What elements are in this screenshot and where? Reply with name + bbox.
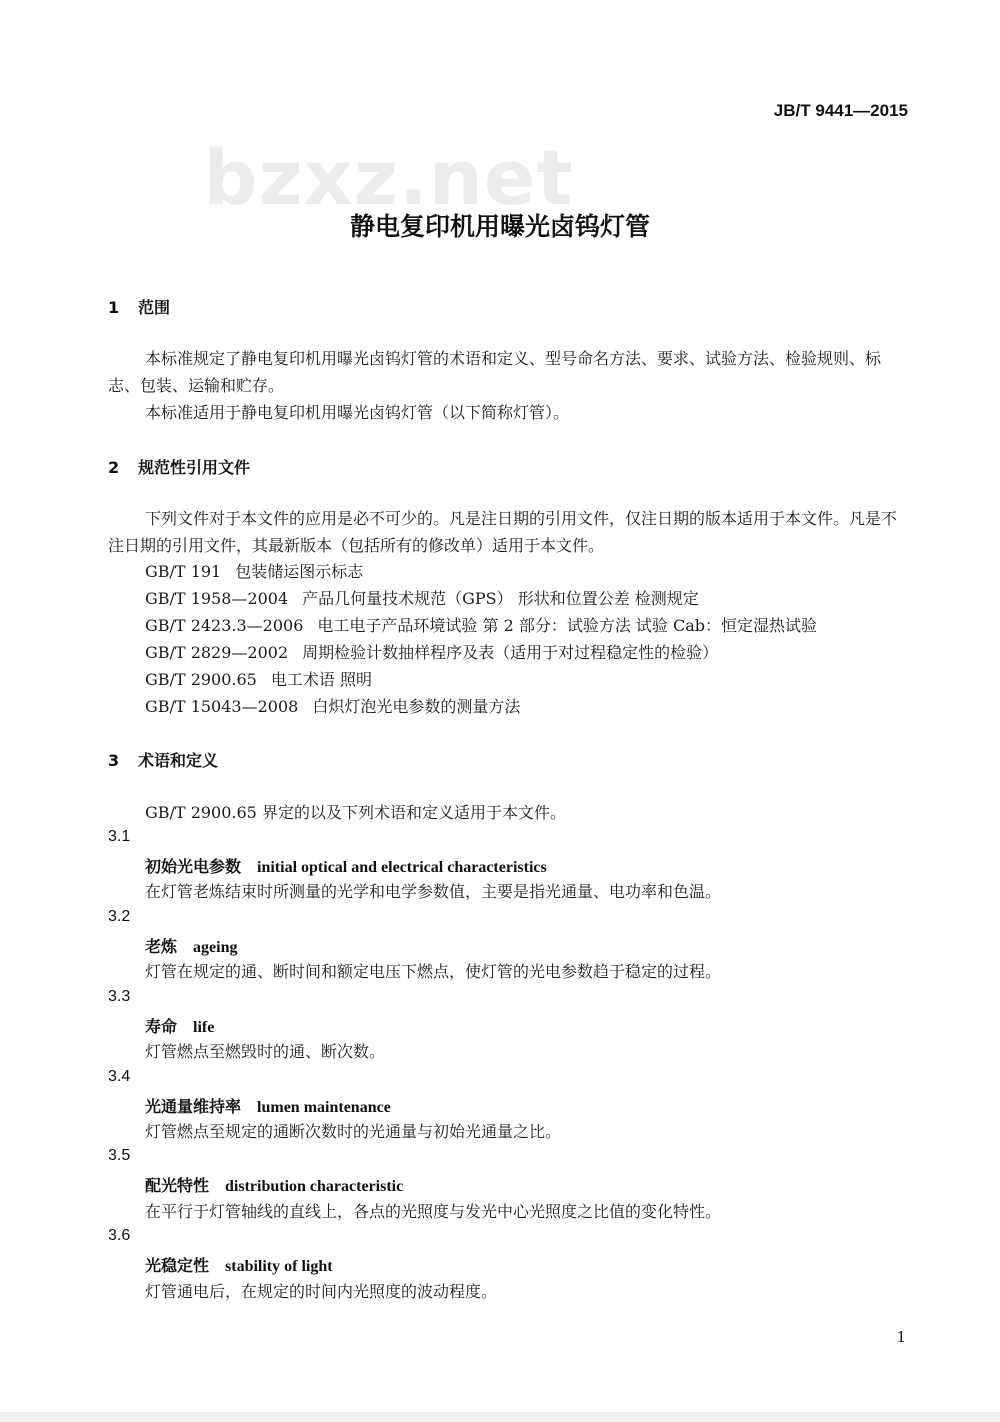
term-definition: 灯管在规定的通、断时间和额定电压下燃点，使灯管的光电参数趋于稳定的过程。 xyxy=(145,962,722,981)
term-definition: 在平行于灯管轴线的直线上，各点的光照度与发光中心光照度之比值的变化特性。 xyxy=(145,1202,722,1221)
term-heading xyxy=(145,854,547,877)
term-heading xyxy=(145,1253,333,1276)
term-heading xyxy=(145,1173,403,1196)
reference-code: GB/T 1958—2004 xyxy=(145,589,289,608)
section-heading-2 xyxy=(108,455,250,478)
document-title: 静电复印机用曝光卤钨灯管 xyxy=(349,212,650,241)
watermark: bzxz.net xyxy=(203,133,574,222)
term-en: lumen maintenance xyxy=(257,1099,391,1116)
clause-number: 3.4 xyxy=(108,1068,131,1085)
section-heading-1 xyxy=(108,295,170,318)
term-en: ageing xyxy=(193,939,238,956)
term-definition: 灯管燃点至燃毁时的通、断次数。 xyxy=(145,1042,386,1061)
term-zh: 配光特性 xyxy=(145,1176,210,1195)
clause-number: 3.1 xyxy=(108,828,131,845)
term-zh: 初始光电参数 xyxy=(145,857,242,876)
clause-number: 3.3 xyxy=(108,988,131,1005)
reference-title: 周期检验计数抽样程序及表（适用于对过程稳定性的检验） xyxy=(302,643,719,662)
reference-title: 电工电子产品环境试验 第 2 部分：试验方法 试验 Cab：恒定湿热试验 xyxy=(317,616,818,635)
reference-code: GB/T 15043—2008 xyxy=(145,697,299,716)
term-definition: 灯管通电后，在规定的时间内光照度的波动程度。 xyxy=(145,1282,498,1301)
reference-item xyxy=(145,639,718,666)
references-intro: 下列文件对于本文件的应用是必不可少的。凡是注日期的引用文件，仅注日期的版本适用于本文件。凡是不注日期的引用文件，其最新版本（包括所有的修改单）适用于本文件。 xyxy=(108,509,898,555)
reference-title: 白炽灯泡光电参数的测量方法 xyxy=(312,697,521,716)
reference-code: GB/T 2423.3—2006 xyxy=(145,616,304,635)
reference-title: 产品几何量技术规范（GPS） 形状和位置公差 检测规定 xyxy=(302,589,699,608)
section-number: 2 xyxy=(108,458,120,477)
reference-title: 包装储运图示标志 xyxy=(235,562,364,581)
reference-item xyxy=(145,612,817,639)
terms-intro: GB/T 2900.65 界定的以及下列术语和定义适用于本文件。 xyxy=(145,803,566,822)
clause-number: 3.6 xyxy=(108,1227,131,1244)
section-title: 范围 xyxy=(138,298,171,317)
term-zh: 老炼 xyxy=(145,937,178,956)
term-zh: 光通量维持率 xyxy=(145,1097,242,1116)
section-title: 术语和定义 xyxy=(138,751,219,770)
term-zh: 寿命 xyxy=(145,1017,178,1036)
term-zh: 光稳定性 xyxy=(145,1256,210,1275)
term-heading xyxy=(145,934,237,957)
section-number: 3 xyxy=(108,751,120,770)
term-definition: 灯管燃点至规定的通断次数时的光通量与初始光通量之比。 xyxy=(145,1122,562,1141)
term-heading xyxy=(145,1094,391,1117)
section-title: 规范性引用文件 xyxy=(138,458,251,477)
clause-number: 3.5 xyxy=(108,1147,131,1164)
reference-item xyxy=(145,585,699,612)
term-en: life xyxy=(193,1019,215,1036)
term-en: stability of light xyxy=(225,1258,333,1275)
page-bottom-edge xyxy=(0,1412,1000,1422)
term-heading xyxy=(145,1014,214,1037)
clause-number: 3.2 xyxy=(108,908,131,925)
reference-code: GB/T 2900.65 xyxy=(145,670,257,689)
reference-title: 电工术语 照明 xyxy=(270,670,372,689)
reference-code: GB/T 191 xyxy=(145,562,222,581)
standard-code: JB/T 9441—2015 xyxy=(773,101,908,120)
reference-code: GB/T 2829—2002 xyxy=(145,643,289,662)
scope-paragraph-2: 本标准适用于静电复印机用曝光卤钨灯管（以下简称灯管）。 xyxy=(145,403,570,422)
reference-item xyxy=(145,558,363,585)
term-en: distribution characteristic xyxy=(225,1178,404,1195)
page-number: 1 xyxy=(896,1328,906,1346)
term-definition: 在灯管老炼结束时所测量的光学和电学参数值，主要是指光通量、电功率和色温。 xyxy=(145,882,722,901)
section-heading-3 xyxy=(108,748,218,771)
reference-item xyxy=(145,666,372,693)
term-en: initial optical and electrical characteristics xyxy=(257,859,547,876)
reference-item xyxy=(145,693,520,720)
scope-paragraph-1: 本标准规定了静电复印机用曝光卤钨灯管的术语和定义、型号命名方法、要求、试验方法、检验规则、标志、包装、运输和贮存。 xyxy=(108,349,882,395)
section-number: 1 xyxy=(108,298,120,317)
